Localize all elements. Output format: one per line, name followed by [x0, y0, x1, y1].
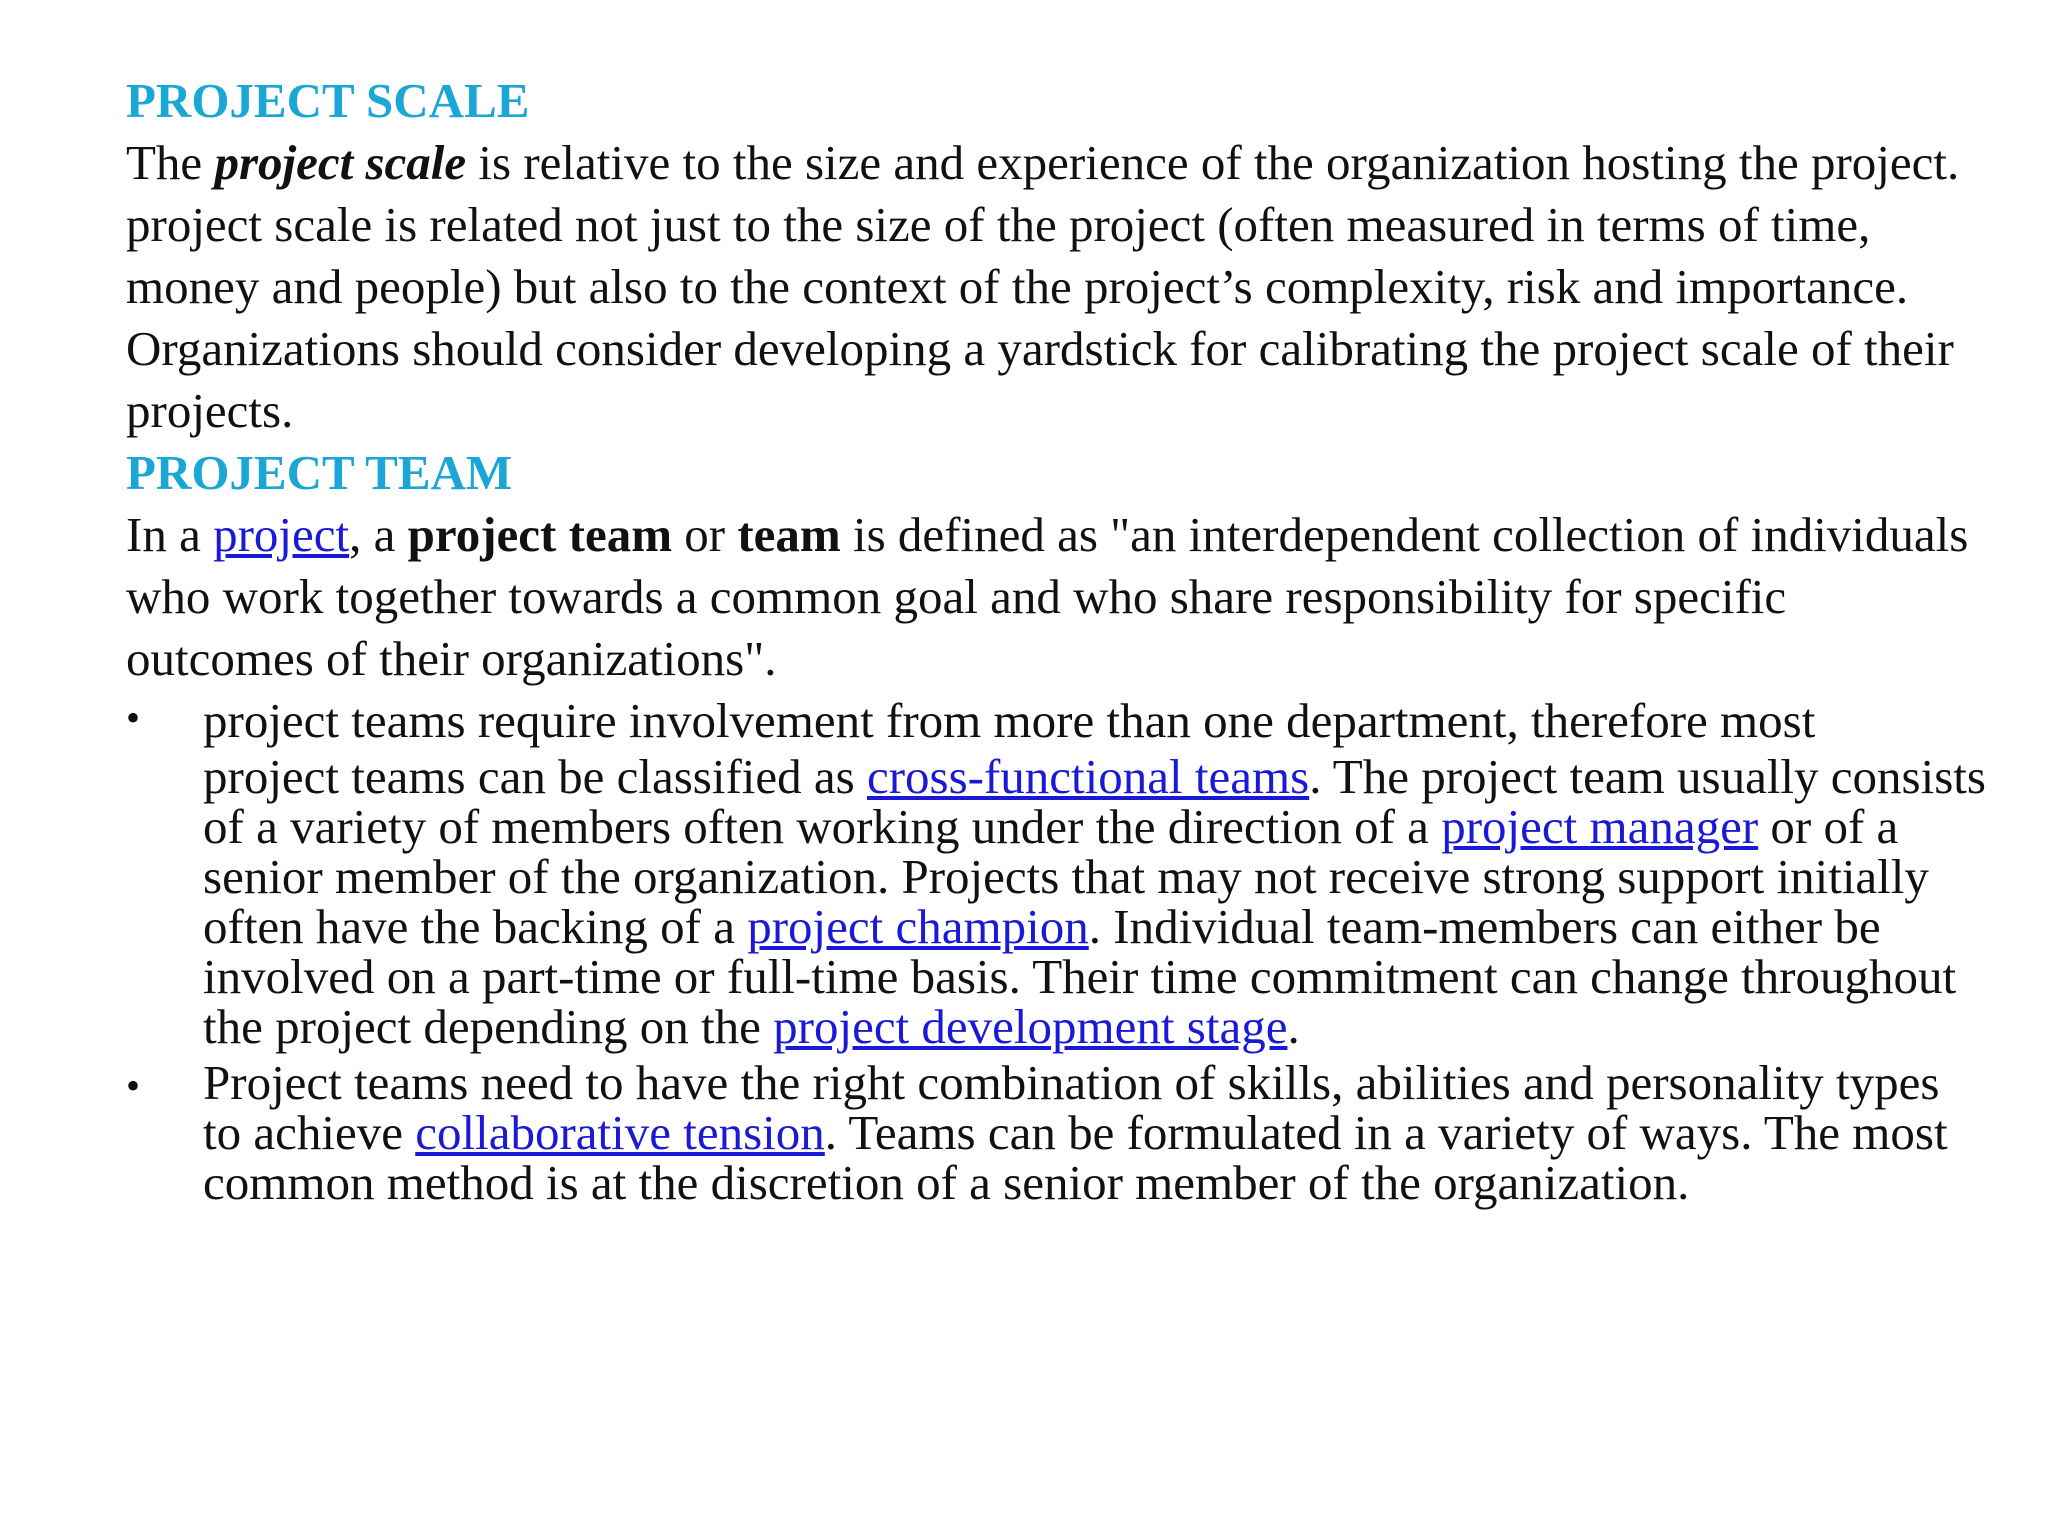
text-run: . Teams can be formulated in a variety of ways. The most common method is at the discretion of a senior member of the organization.	[203, 1105, 1948, 1210]
text-run: In a	[126, 507, 214, 562]
project-scale-paragraph-2: project scale is related not just to the size of the project (often measured in terms of time, money and people) but also to the context of the project’s complexity, risk and importance.	[126, 197, 1909, 314]
project-development-stage-link[interactable]: project development stage	[773, 999, 1288, 1054]
text-run: The	[126, 135, 215, 190]
text-run: or	[672, 507, 738, 562]
text-run: is defined as "an interdependent collection of individuals who work together towards a common goal and who share responsibility for specific outcomes of their organizations".	[126, 507, 1969, 686]
text-run: Project teams need to have the right combination of skills, abilities and personality types to achieve	[203, 1055, 1940, 1160]
project-scale-heading: PROJECT SCALE	[126, 73, 530, 128]
text-run: project teams can be classified as	[203, 749, 867, 804]
slide-content	[126, 70, 1986, 1214]
project-scale-paragraph-1	[126, 132, 1986, 194]
project-team-intro	[126, 504, 1986, 690]
project-team-term: project team	[407, 507, 673, 562]
text-run: is relative to the size and experience of the organization hosting the project.	[466, 135, 1960, 190]
text-run: or of a senior member of the organization. Projects that may not receive strong support initially often have the backing of a	[203, 799, 1929, 954]
bullet-item-cross-functional	[126, 690, 1986, 1052]
bullet-item-collaborative-tension	[126, 1055, 1986, 1210]
text-run: . Individual team-members can either be involved on a part-time or full-time basis. Their time commitment can change throughout the project depending on the	[203, 899, 1957, 1054]
text-run: project teams require involvement from more than one department, therefore most	[203, 693, 1816, 748]
project-link[interactable]: project	[213, 507, 350, 562]
project-manager-link[interactable]: project manager	[1441, 799, 1759, 854]
team-term: team	[737, 507, 841, 562]
project-champion-link[interactable]: project champion	[747, 899, 1089, 954]
cross-functional-teams-link[interactable]: cross-functional teams	[866, 749, 1310, 804]
project-scale-term: project scale	[214, 135, 467, 190]
project-team-bullet-list	[126, 690, 1986, 1208]
text-run: . The project team usually consists of a variety of members often working under the direction of a	[203, 749, 1986, 854]
collaborative-tension-link[interactable]: collaborative tension	[415, 1105, 825, 1160]
bullet-icon	[126, 690, 166, 743]
text-run: .	[1287, 999, 1300, 1054]
project-team-heading: PROJECT TEAM	[126, 445, 513, 500]
text-run: , a	[349, 507, 408, 562]
project-scale-paragraph-3: Organizations should consider developing a yardstick for calibrating the project scale of their projects.	[126, 321, 1954, 438]
bullet-icon	[126, 1058, 166, 1111]
